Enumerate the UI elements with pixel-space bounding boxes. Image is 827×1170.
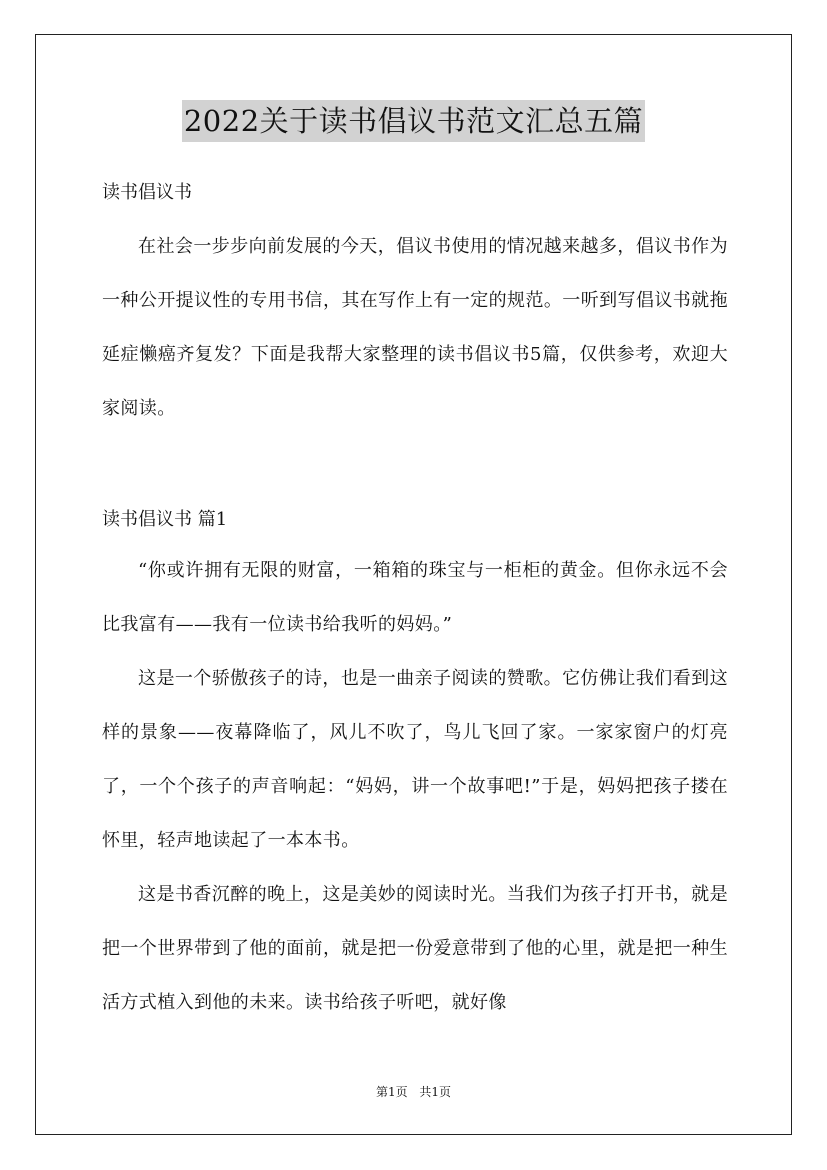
section1-paragraph-2: 这是一个骄傲孩子的诗，也是一曲亲子阅读的赞歌。它仿佛让我们看到这样的景象——夜幕降临了，风儿不吹了，鸟儿飞回了家。一家家窗户的灯亮了，一个个孩子的声音响起：“妈妈，讲一个故事吧!”于是，妈妈把孩子搂在怀里，轻声地读起了一本本书。 bbox=[102, 668, 728, 851]
page-total: 共1页 bbox=[419, 1085, 452, 1099]
document-title: 2022关于读书倡议书范文汇总五篇 bbox=[182, 100, 645, 142]
section1-paragraph-3: 这是书香沉醉的晚上，这是美妙的阅读时光。当我们为孩子打开书，就是把一个世界带到了他的面前，就是把一份爱意带到了他的心里，就是把一种生活方式植入到他的未来。读书给孩子听吧，就好像 bbox=[102, 884, 728, 1013]
section1-paragraph-1: “你或许拥有无限的财富，一箱箱的珠宝与一柜柜的黄金。但你永远不会比我富有——我有一位读书给我听的妈妈。” bbox=[102, 560, 728, 635]
section1-heading: 读书倡议书 篇1 bbox=[102, 509, 228, 530]
intro-heading: 读书倡议书 bbox=[102, 182, 192, 203]
page-footer bbox=[0, 1084, 827, 1100]
title-container bbox=[0, 100, 827, 142]
page-number: 第1页 bbox=[375, 1085, 408, 1099]
intro-paragraph: 在社会一步步向前发展的今天，倡议书使用的情况越来越多，倡议书作为一种公开提议性的专用书信，其在写作上有一定的规范。一听到写倡议书就拖延症懒癌齐复发？下面是我帮大家整理的读书倡议书5篇，仅供参考，欢迎大家阅读。 bbox=[102, 236, 728, 419]
